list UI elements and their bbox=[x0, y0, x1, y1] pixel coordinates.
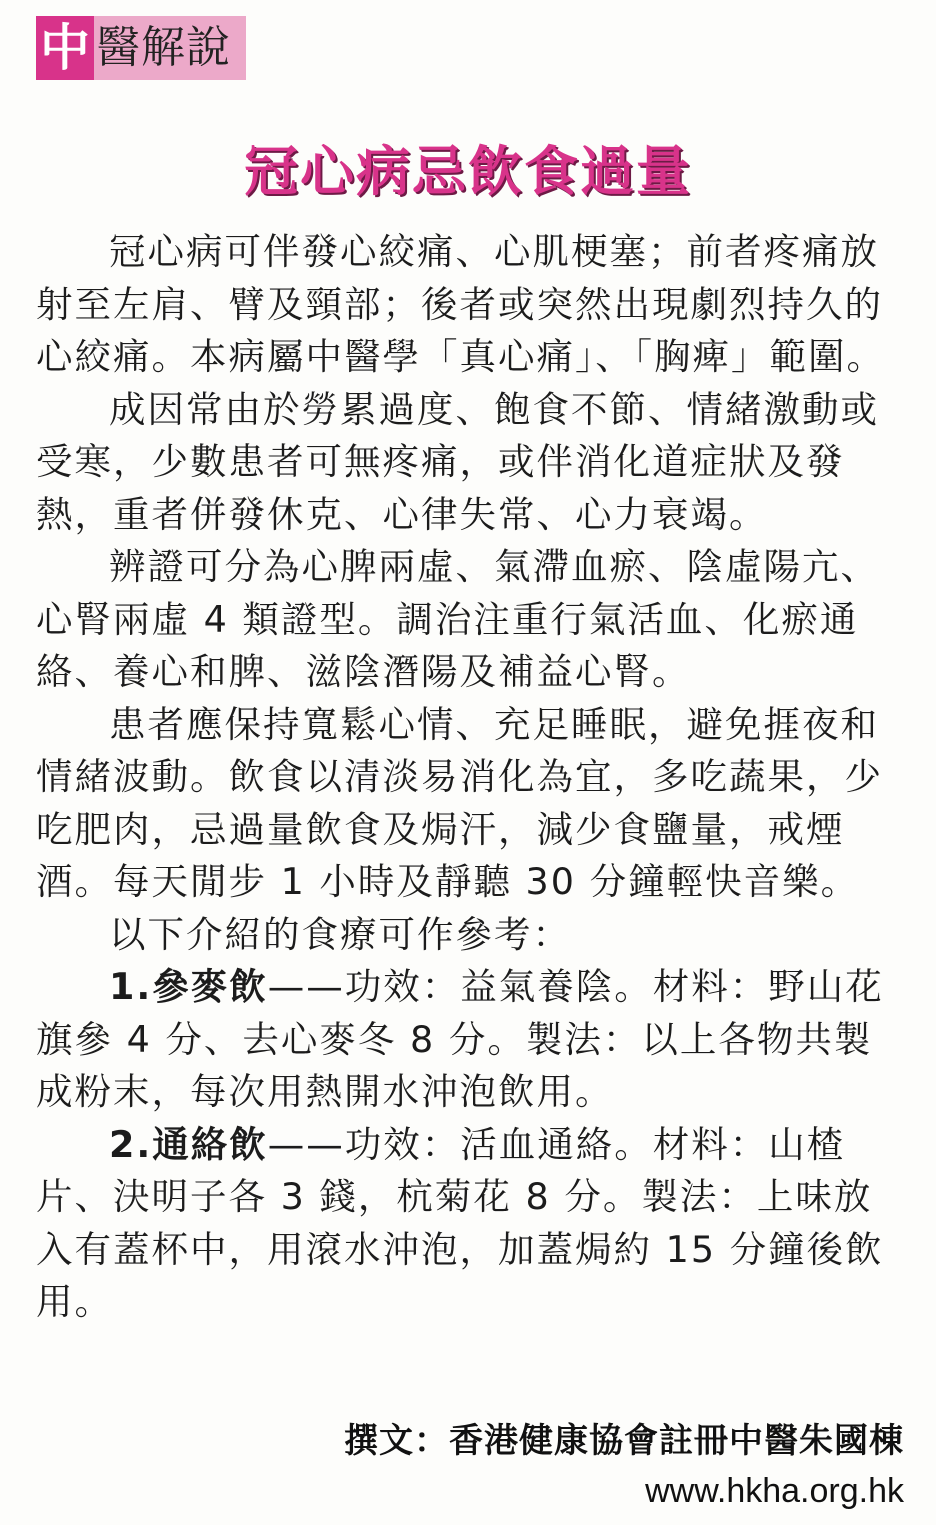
recipe-item bbox=[36, 1119, 904, 1329]
column-badge: 中 bbox=[36, 16, 94, 80]
recipe-body: ——功效：益氣養陰。材料：野山花旗參 4 分、去心麥冬 8 分。製法：以上各物共製成粉末，每次用熱開水沖泡飲用。 bbox=[36, 965, 884, 1113]
recipe-name: 1.參麥飲 bbox=[109, 965, 268, 1008]
paragraph-advice: 患者應保持寬鬆心情、充足睡眠，避免捱夜和情緒波動。飲食以清淡易消化為宜，多吃蔬果，少吃肥肉，忌過量飲食及焗汗，減少食鹽量，戒煙酒。每天閒步 1 小時及靜聽 30 分鐘輕快音樂。 bbox=[36, 702, 883, 903]
paragraph-intro: 冠心病可伴發心絞痛、心肌梗塞；前者疼痛放射至左肩、臂及頸部；後者或突然出現劇烈持久的心絞痛。本病屬中醫學「真心痛」、「胸痺」範圍。 bbox=[36, 230, 885, 378]
paragraph-causes: 成因常由於勞累過度、飽食不節、情緒激動或受寒，少數患者可無疼痛，或伴消化道症狀及發熱，重者併發休克、心律失常、心力衰竭。 bbox=[36, 387, 879, 536]
paragraph-recipes-intro: 以下介紹的食療可作參考： bbox=[109, 912, 571, 956]
paragraph-diagnosis: 辨證可分為心脾兩虛、氣滯血瘀、陰虛陽亢、心腎兩虛 4 類證型。調治注重行氣活血、化瘀通絡、養心和脾、滋陰潛陽及補益心腎。 bbox=[36, 545, 879, 693]
column-label: 醫解說 bbox=[94, 16, 246, 80]
recipe-body: ——功效：活血通絡。材料：山楂片、決明子各 3 錢，杭菊花 8 分。製法：上味放入有蓋杯中，用滾水沖泡，加蓋焗約 15 分鐘後飲用。 bbox=[36, 1122, 884, 1323]
article-headline: 冠心病忌飲食過量 bbox=[244, 140, 692, 203]
recipe-name: 2.通絡飲 bbox=[109, 1122, 268, 1166]
author-byline: 撰文：香港健康協會註冊中醫朱國棟 bbox=[344, 1421, 904, 1461]
website-url: www.hkha.org.hk bbox=[645, 1472, 904, 1510]
recipe-item bbox=[36, 961, 904, 1119]
column-header bbox=[36, 16, 246, 80]
article-body bbox=[36, 226, 904, 1329]
